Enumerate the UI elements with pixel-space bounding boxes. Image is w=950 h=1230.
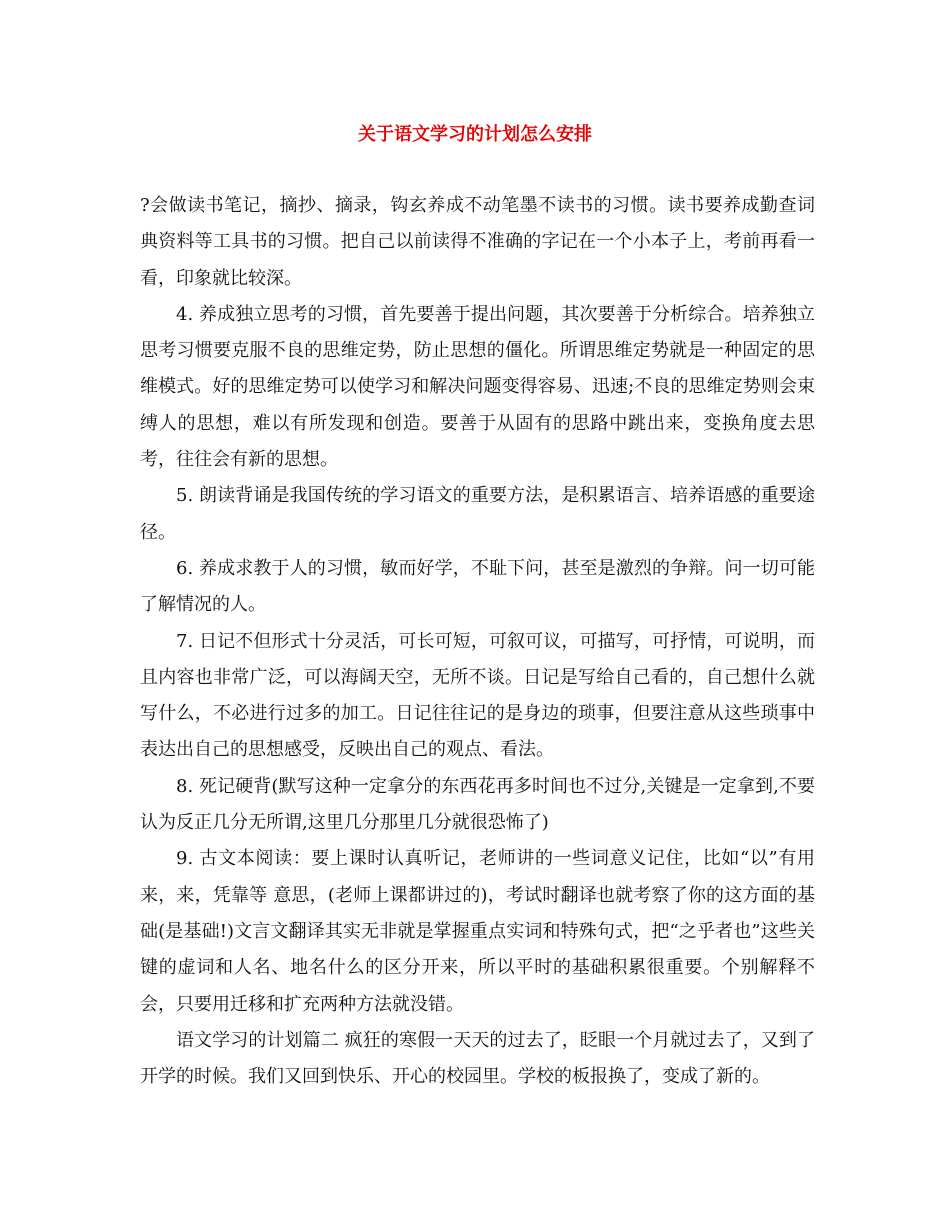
paragraph-item-6: 6. 养成求教于人的习惯，敏而好学，不耻下问，甚至是激烈的争辩。问一切可能了解情况的人。 bbox=[140, 557, 815, 616]
paragraph-item-7: 7. 日记不但形式十分灵活，可长可短，可叙可议，可描写，可抒情，可说明，而且内容也非常广泛，可以海阔天空，无所不谈。日记是写给自己看的，自己想什么就写什么，不必进行过多的加工。日记往往记的是身边的琐事，但要注意从这些琐事中表达出自己的思想感受，反映出自己的观点、看法。 bbox=[140, 630, 815, 761]
paragraph-item-9: 9. 古文本阅读：要上课时认真听记，老师讲的一些词意义记住，比如“以”有用来，来，凭靠等 意思，(老师上课都讲过的)，考试时翻译也就考察了你的这方面的基础(是基础!)文言文翻译其实无非就是掌握重点实词和特殊句式，把“之乎者也”这些关键的虚词和人名、地名什么的区分开来，所以平时的基础积累很重要。个别解释不会，只要用迁移和扩充两种方法就没错。 bbox=[140, 848, 815, 1015]
paragraph-item-4: 4. 养成独立思考的习惯，首先要善于提出问题，其次要善于分析综合。培养独立思考习惯要克服不良的思维定势，防止思想的僵化。所谓思维定势就是一种固定的思维模式。好的思维定势可以使学习和解决问题变得容易、迅速;不良的思维定势则会束缚人的思想，难以有所发现和创造。要善于从固有的思路中跳出来，变换角度去思考，往往会有新的思想。 bbox=[140, 303, 815, 471]
document-title: 关于语文学习的计划怎么安排 bbox=[358, 124, 592, 145]
paragraph-plan-two: 语文学习的计划篇二 疯狂的寒假一天天的过去了，眨眼一个月就过去了，又到了开学的时候。我们又回到快乐、开心的校园里。学校的板报换了，变成了新的。 bbox=[140, 1029, 815, 1088]
paragraph-item-5: 5. 朗读背诵是我国传统的学习语文的重要方法，是积累语言、培养语感的重要途径。 bbox=[140, 485, 815, 543]
paragraph-intro: ?会做读书笔记，摘抄、摘录，钩玄养成不动笔墨不读书的习惯。读书要养成勤查词典资料等工具书的习惯。把自己以前读得不准确的字记在一个小本子上，考前再看一看，印象就比较深。 bbox=[140, 195, 815, 289]
document-body bbox=[140, 188, 815, 1095]
paragraph-item-8: 8. 死记硬背(默写这种一定拿分的东西花再多时间也不过分,关键是一定拿到,不要认为反正几分无所谓,这里几分那里几分就很恐怖了) bbox=[140, 775, 815, 834]
